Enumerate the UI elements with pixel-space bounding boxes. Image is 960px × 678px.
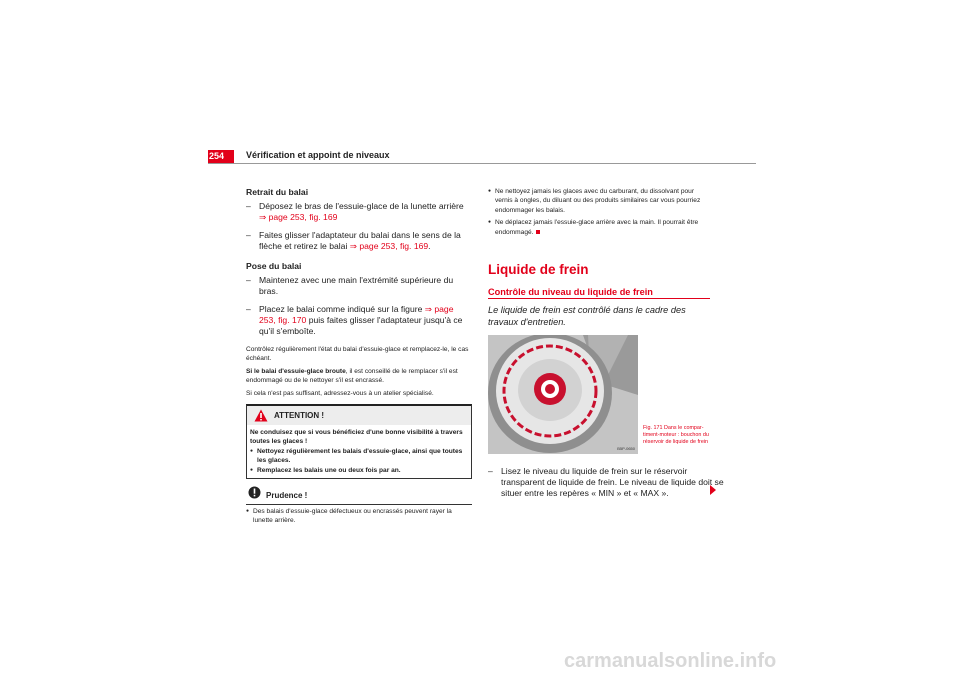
removal-heading: Retrait du balai (246, 187, 309, 197)
caution-icon (248, 486, 261, 499)
figure-code: B5P-0650 (617, 446, 635, 451)
chapter-title: Vérification et appoint de niveaux (246, 150, 390, 160)
install-step-2-b: puis faites glisser l'adaptateur jusqu'à ce qu'il s'emboîte. (259, 315, 463, 336)
removal-step-1-text: Déposez le bras de l'essuie-glace de la lunette arrière (259, 201, 464, 211)
page-reference-link[interactable]: ⇒ page 253, fig. 169 (349, 241, 429, 251)
warning-header (247, 406, 471, 425)
warning-title: ATTENTION ! (274, 411, 325, 421)
check-level-step: – Lisez le niveau du liquide de frein sur le réservoir transparent de liquide de frein. Le niveau de liquide doit se situer entre les repères « MIN » et « MAX ». (488, 466, 726, 499)
caution-line (488, 218, 712, 237)
install-step-1: – Maintenez avec une main l'extrémité supérieure du bras. (246, 275, 472, 297)
install-step-2 (246, 304, 472, 337)
warning-line: Ne conduisez que si vous bénéficiez d'une bonne visibilité à travers toutes les glaces ! (250, 429, 463, 446)
note-paragraph: Si cela n'est pas suffisant, adressez-vous à un atelier spécialisé. (246, 389, 434, 397)
brake-fluid-cap-illustration (488, 335, 638, 454)
note-emphasis: Si le balai d'essuie-glace broute (246, 367, 346, 375)
caution-header (246, 486, 472, 504)
note-rest: , il est conseillé de le remplacer s'il est endommagé ou de le nettoyer s'il est encrassé. (246, 367, 458, 385)
warning-line: ● Nettoyez régulièrement les balais d'essuie-glace, ainsi que toutes les glaces. (250, 447, 468, 466)
caution-title: Prudence ! (266, 491, 308, 501)
end-of-section-icon (536, 230, 540, 234)
page-reference-link[interactable]: ⇒ page 253, fig. 170 (259, 304, 454, 325)
caution-line: ● Ne nettoyez jamais les glaces avec du carburant, du dissolvant pour vernis à ongles, du diluant ou des produits similaires car vous pourriez endommager les balais. (488, 187, 712, 215)
warning-box (246, 404, 472, 479)
removal-step-2-text: Faites glisser l'adaptateur du balai dans le sens de la flèche et retirez le balai (259, 230, 461, 251)
warning-line: ● Remplacez les balais une ou deux fois par an. (250, 466, 468, 475)
caution-divider (246, 504, 472, 505)
figure-caption: Fig. 171 Dans le compar-timent-moteur : bouchon du réservoir de liquide de frein (643, 425, 709, 445)
removal-step-2-end: . (428, 241, 431, 251)
subsection-divider (488, 298, 710, 299)
section-intro: Le liquide de frein est contrôlé dans le cadre des travaux d'entretien. (488, 305, 686, 327)
section-title: Liquide de frein (488, 262, 589, 277)
page-number: 254 (209, 151, 225, 161)
right-column-top (488, 187, 712, 240)
page-reference-link[interactable]: ⇒ page 253, fig. 169 (259, 212, 338, 222)
subsection-title: Contrôle du niveau du liquide de frein (488, 287, 653, 297)
install-heading: Pose du balai (246, 261, 302, 271)
install-step-2-a: Placez le balai comme indiqué sur la figure (259, 304, 423, 314)
removal-step-1 (246, 201, 472, 223)
note-paragraph (246, 367, 472, 386)
caution-line: ● Des balais d'essuie-glace défectueux ou encrassés peuvent rayer la lunette arrière. (246, 507, 472, 526)
watermark: carmanualsonline.info (564, 650, 777, 672)
header-divider (208, 163, 756, 164)
brake-fluid-cap-figure (488, 335, 638, 454)
left-column (246, 187, 472, 529)
next-page-arrow-icon (710, 485, 716, 495)
warning-triangle-icon (254, 409, 268, 422)
note-paragraph: Contrôlez régulièrement l'état du balai d'essuie-glace et remplacez-le, le cas échéant. (246, 346, 469, 363)
removal-step-2 (246, 230, 472, 252)
caution-line-text: Ne déplacez jamais l'essuie-glace arrière avec la main. Il pourrait être endommagé. (495, 219, 699, 236)
